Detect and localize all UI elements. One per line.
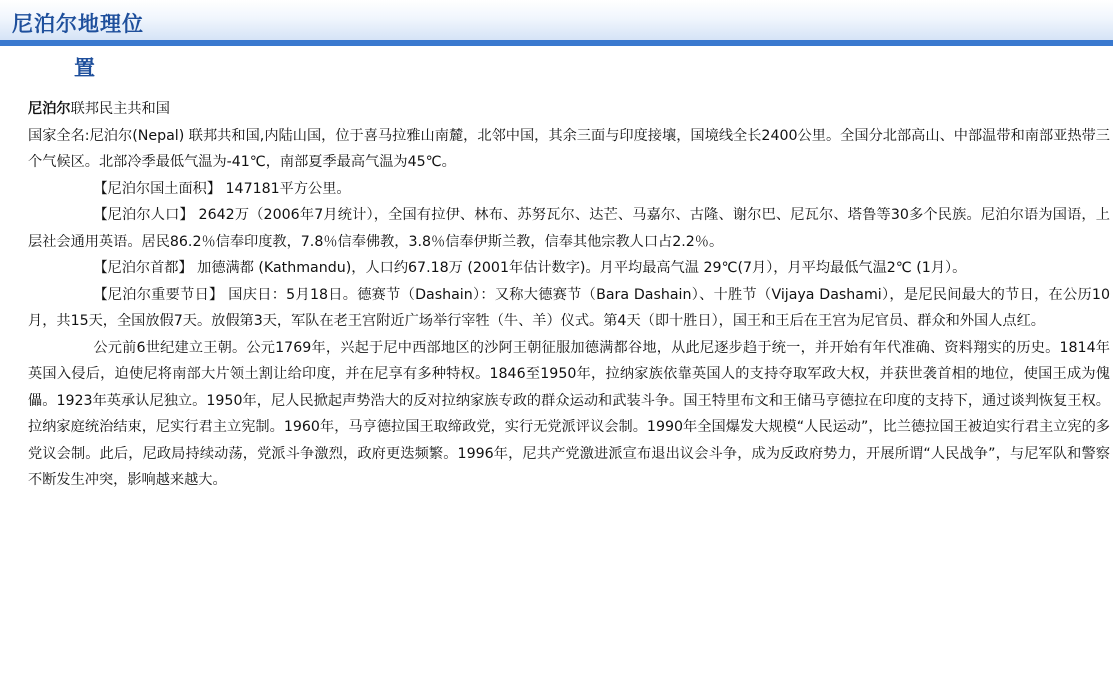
page-title-continuation: 置 [74,56,95,80]
country-name: 尼泊尔 [28,101,71,117]
paragraph-fullname: 国家全名:尼泊尔(Nepal) 联邦共和国,内陆山国，位于喜马拉雅山南麓，北邻中国，其余三面与印度接壤，国境线全长2400公里。全国分北部高山、中部温带和南部亚热带三个气候区。北部冷季最低气温为-41℃，南部夏季最高气温为45℃。 [28,127,1110,170]
country-suffix: 联邦民主共和国 [70,101,170,117]
header-divider-bar [0,40,1113,46]
paragraph-capital: 【尼泊尔首都】 加德满都 (Kathmandu)，人口约67.18万 (2001年估计数字)。月平均最高气温 29℃(7月），月平均最低气温2℃ (1月）。 [93,260,967,276]
paragraph-festival: 【尼泊尔重要节日】 国庆日：5月18日。德赛节（Dashain）：又称大德赛节（Bara Dashain）、十胜节（Vijaya Dashami），是尼民间最大的节日，在公历10月，共15天，全国放假7天。放假第3天，军队在老王宫附近广场举行宰牲（牛、羊）仪式。第4天（即十胜日），国王和王后在王宫为尼官员、群众和外国人点红。 [28,286,1110,329]
paragraph-history: 公元前6世纪建立王朝。公元1769年，兴起于尼中西部地区的沙阿王朝征服加德满都谷地，从此尼逐步趋于统一，并开始有年代准确、资料翔实的历史。1814年英国入侵后，迫使尼将南部大片领土割让给印度，并在尼享有多种特权。1846至1950年，拉纳家族依靠英国人的支持夺取军政大权，并获世袭首相的地位，使国王成为傀儡。1923年英承认尼独立。1950年，尼人民掀起声势浩大的反对拉纳家族专政的群众运动和武装斗争。国王特里布文和王储马亨德拉在印度的支持下，通过谈判恢复王权。拉纳家庭统治结束，尼实行君主立宪制。1960年，马亨德拉国王取缔政党，实行无党派评议会制。1990年全国爆发大规模“人民运动”，比兰德拉国王被迫实行君主立宪的多党议会制。此后，尼政局持续动荡，党派斗争激烈，政府更迭频繁。1996年，尼共产党激进派宣布退出议会斗争，成为反政府势力，开展所谓“人民战争”，与尼军队和警察不断发生冲突，影响越来越大。 [28,339,1110,488]
paragraph-population: 【尼泊尔人口】 2642万（2006年7月统计），全国有拉伊、林布、苏努瓦尔、达芒、马嘉尔、古隆、谢尔巴、尼瓦尔、塔鲁等30多个民族。尼泊尔语为国语，上层社会通用英语。居民86.2％信奉印度教，7.8％信奉佛教，3.8％信奉伊斯兰教，信奉其他宗教人口占2.2％。 [28,207,1110,250]
paragraph-area: 【尼泊尔国土面积】 147181平方公里。 [93,180,351,197]
page-header [0,0,1113,41]
article-body [28,96,1110,494]
country-heading [28,96,1110,123]
page-title: 尼泊尔地理位 [12,12,144,36]
